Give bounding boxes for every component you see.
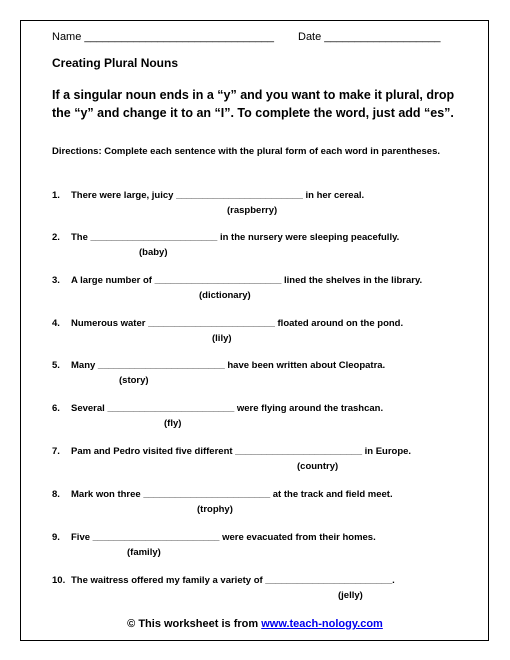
question-hint: (trophy)	[197, 504, 233, 515]
teachnology-link[interactable]: www.teach-nology.com	[261, 618, 383, 630]
question-number: 5.	[52, 360, 60, 371]
question-hint: (baby)	[139, 247, 168, 258]
question-hint: (story)	[119, 375, 149, 386]
question-number: 6.	[52, 403, 60, 414]
question-hint: (jelly)	[338, 590, 363, 601]
directions: Directions: Complete each sentence with the plural form of each word in parentheses.	[52, 146, 441, 157]
question-text: Five ________________________ were evacuated from their homes.	[71, 532, 376, 543]
question-number: 8.	[52, 489, 60, 500]
question-text: The waitress offered my family a variety of ________________________.	[71, 575, 395, 586]
question-hint: (country)	[297, 461, 339, 472]
question-text: The ________________________ in the nursery were sleeping peacefully.	[71, 232, 400, 243]
question-text: Several ________________________ were flying around the trashcan.	[71, 403, 384, 414]
footer-credit	[0, 618, 510, 630]
question-number: 4.	[52, 318, 60, 329]
question-number: 7.	[52, 446, 60, 457]
name-line: Name _______________________________	[52, 31, 275, 43]
date-line: Date ___________________	[298, 31, 441, 43]
question-text: Many ________________________ have been written about Cleopatra.	[71, 360, 386, 371]
worksheet-title: Creating Plural Nouns	[52, 56, 179, 70]
question-text: Numerous water ________________________ floated around on the pond.	[71, 318, 404, 329]
question-hint: (raspberry)	[227, 205, 278, 216]
footer-prefix: © This worksheet is from	[127, 618, 262, 630]
question-number: 1.	[52, 190, 60, 201]
question-text: Pam and Pedro visited five different ________________________ in Europe.	[71, 446, 412, 457]
question-hint: (family)	[127, 547, 161, 558]
question-hint: (lily)	[212, 333, 232, 344]
plural-rule: If a singular noun ends in a “y” and you want to make it plural, drop the “y” and change it to an “I”. To complete the word, just add “es”.	[52, 88, 455, 120]
question-hint: (dictionary)	[199, 290, 251, 301]
question-hint: (fly)	[164, 418, 182, 429]
question-text: There were large, juicy ________________________ in her cereal.	[71, 190, 365, 201]
question-number: 3.	[52, 275, 60, 286]
question-number: 10.	[52, 575, 66, 586]
question-text: A large number of ________________________ lined the shelves in the library.	[71, 275, 423, 286]
question-text: Mark won three ________________________ at the track and field meet.	[71, 489, 393, 500]
question-number: 2.	[52, 232, 60, 243]
question-number: 9.	[52, 532, 60, 543]
